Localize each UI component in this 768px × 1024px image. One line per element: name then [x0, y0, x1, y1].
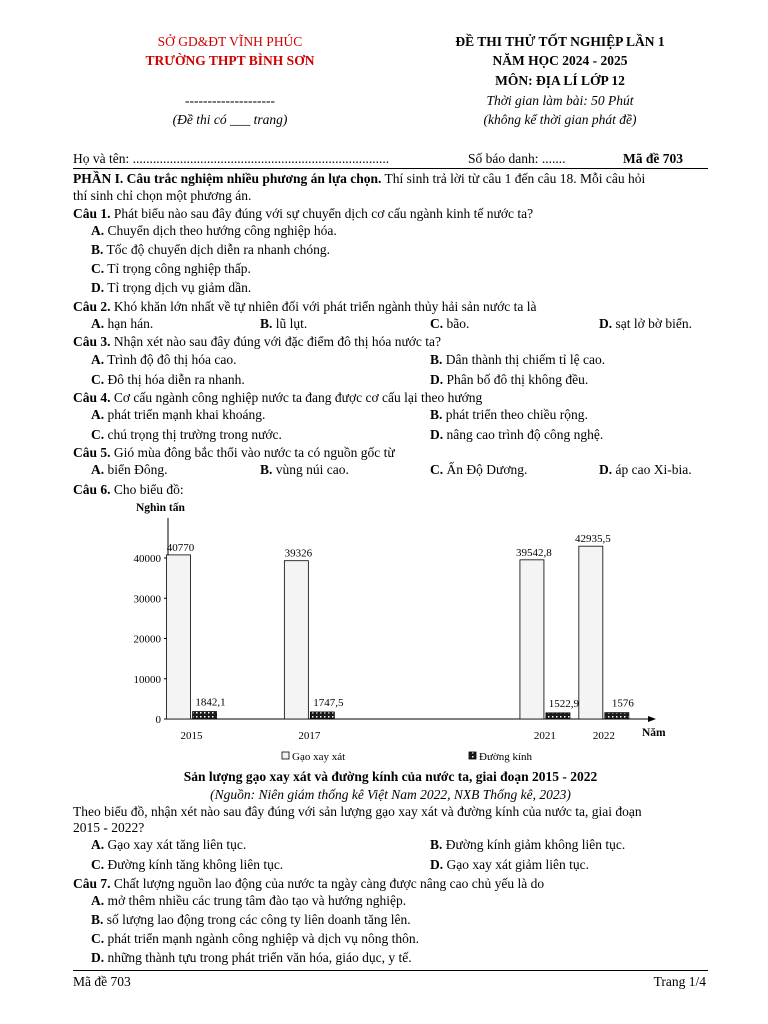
- question-7: [73, 876, 708, 892]
- school-name: TRƯỜNG THPT BÌNH SƠN: [145, 53, 315, 68]
- q5-option-b[interactable]: B. vùng núi cao.: [260, 462, 349, 477]
- pages-note: (Đề thi có ___ trang): [172, 112, 288, 127]
- exam-title: ĐỀ THI THỬ TỐT NGHIỆP LẦN 1: [455, 34, 665, 49]
- q1-option-c[interactable]: C. Tỉ trọng công nghiệp thấp.: [91, 261, 251, 276]
- q2-option-d[interactable]: D. sạt lở bờ biển.: [599, 316, 693, 331]
- x-tick-label: 2017: [298, 730, 321, 742]
- question-text: Khó khăn lớn nhất về tự nhiên đối với phát triển ngành thủy hải sản nước ta là: [110, 299, 537, 314]
- chart-source: (Nguồn: Niên giám thống kê Việt Nam 2022, NXB Thống kê, 2023): [210, 787, 571, 802]
- header-divider: --------------------: [185, 93, 275, 108]
- question-number: Câu 2.: [73, 299, 111, 314]
- q4-option-b[interactable]: B. phát triển theo chiều rộng.: [430, 407, 588, 422]
- question-text: Nhận xét nào sau đây đúng với đặc điểm đô thị hóa nước ta?: [110, 334, 442, 349]
- question-number: Câu 4.: [73, 390, 111, 405]
- exam-time-note: (không kể thời gian phát đề): [483, 112, 637, 127]
- x-tick-label: 2021: [533, 730, 556, 742]
- q6-option-d[interactable]: D. Gạo xay xát giảm liên tục.: [430, 857, 589, 872]
- q7-option-a[interactable]: A. mở thêm nhiều các trung tâm đào tạo và hướng nghiệp.: [91, 893, 407, 908]
- q2-option-c[interactable]: C. bão.: [430, 316, 470, 331]
- y-tick-label: 10000: [133, 673, 161, 686]
- question-number: Câu 5.: [73, 445, 111, 460]
- bar-rice-2022: [579, 546, 603, 719]
- q3-option-c[interactable]: C. Đô thị hóa diễn ra nhanh.: [91, 372, 245, 387]
- student-id-field: Số báo danh: .......: [468, 151, 566, 166]
- question-number: Câu 3.: [73, 334, 111, 349]
- legend-label-rice: Gạo xay xát: [292, 751, 346, 763]
- part1-instr-1: Thí sinh trả lời từ câu 1 đến câu 18. Mỗi câu hỏi: [381, 171, 646, 186]
- subject: MÔN: ĐỊA LÍ LỚP 12: [495, 73, 625, 88]
- data-label-sugar: 1576: [611, 697, 634, 710]
- question-number: Câu 7.: [73, 876, 111, 891]
- data-label-sugar: 1747,5: [313, 696, 344, 709]
- question-text: Phát biểu nào sau đây đúng với sự chuyển dịch cơ cấu ngành kinh tế nước ta?: [110, 206, 534, 221]
- q5-option-c[interactable]: C. Ấn Độ Dương.: [430, 462, 528, 477]
- legend-label-sugar: Đường kính: [479, 751, 533, 763]
- student-name-field: Họ và tên: ............................................................................: [73, 151, 390, 166]
- department-name: SỞ GD&ĐT VĨNH PHÚC: [157, 34, 303, 49]
- bar-rice-2021: [520, 560, 544, 719]
- part1-title: PHẦN I. Câu trắc nghiệm nhiều phương án lựa chọn.: [73, 171, 382, 186]
- q7-option-c[interactable]: C. phát triển mạnh ngành công nghiệp và dịch vụ nông thôn.: [91, 931, 420, 946]
- bar-rice-2015: [167, 555, 191, 719]
- q1-option-a[interactable]: A. Chuyển dịch theo hướng công nghiệp hóa.: [91, 223, 337, 238]
- x-tick-label: 2022: [592, 730, 615, 742]
- q7-option-b[interactable]: B. số lượng lao động trong các công ty liên doanh tăng lên.: [91, 912, 411, 927]
- q3-option-d[interactable]: D. Phân bố đô thị không đều.: [430, 372, 589, 387]
- exam-code: Mã đề 703: [623, 151, 683, 166]
- exam-time: Thời gian làm bài: 50 Phút: [486, 93, 634, 108]
- footer-exam-code: Mã đề 703: [73, 974, 131, 989]
- q4-option-c[interactable]: C. chú trọng thị trường trong nước.: [91, 427, 282, 442]
- bar-rice-2017: [284, 561, 308, 719]
- question-number: Câu 1.: [73, 206, 111, 221]
- question-text: Cho biểu đồ:: [110, 482, 184, 497]
- data-label-rice: 40770: [166, 541, 195, 554]
- q2-option-b[interactable]: B. lũ lụt.: [260, 316, 308, 331]
- q6-prompt-1: Theo biểu đồ, nhận xét nào sau đây đúng với sản lượng gạo xay xát và đường kính của nước ta, giai đoạn: [73, 804, 642, 819]
- data-label-rice: 39542,8: [516, 546, 552, 559]
- q6-prompt-2: 2015 - 2022?: [73, 820, 145, 835]
- x-tick-label: 2015: [180, 730, 203, 742]
- part1-instr-2: thí sinh chỉ chọn một phương án.: [73, 188, 252, 203]
- legend-swatch-sugar: [469, 752, 476, 759]
- x-axis-arrow: [648, 716, 656, 722]
- bar-sugar-2015: [193, 712, 217, 719]
- bar-sugar-2022: [605, 713, 629, 719]
- y-tick-label: 20000: [133, 633, 161, 646]
- q6-option-a[interactable]: A. Gạo xay xát tăng liên tục.: [91, 837, 247, 852]
- footer-page-number: Trang 1/4: [653, 974, 706, 989]
- data-label-rice: 42935,5: [574, 533, 611, 546]
- chart-caption: Sản lượng gạo xay xát và đường kính của nước ta, giai đoạn 2015 - 2022: [183, 769, 598, 784]
- school-year: NĂM HỌC 2024 - 2025: [492, 53, 628, 68]
- q5-option-a[interactable]: A. biển Đông.: [91, 462, 168, 477]
- q7-option-d[interactable]: D. những thành tựu trong phát triển văn hóa, giáo dục, y tế.: [91, 950, 412, 965]
- q4-option-a[interactable]: A. phát triển mạnh khai khoáng.: [91, 407, 266, 422]
- bar-sugar-2021: [546, 713, 570, 719]
- q1-option-d[interactable]: D. Tỉ trọng dịch vụ giảm dần.: [91, 280, 252, 295]
- data-label-sugar: 1522,9: [548, 697, 580, 710]
- q3-option-b[interactable]: B. Dân thành thị chiếm tỉ lệ cao.: [430, 352, 606, 367]
- question-text: Chất lượng nguồn lao động của nước ta ngày càng được nâng cao chủ yếu là do: [110, 876, 545, 891]
- data-label-sugar: 1842,1: [195, 696, 226, 709]
- data-label-rice: 39326: [284, 547, 313, 560]
- question-text: Gió mùa đông bắc thổi vào nước ta có nguồn gốc từ: [110, 445, 395, 460]
- q2-option-a[interactable]: A. hạn hán.: [91, 316, 154, 331]
- bar-sugar-2017: [310, 712, 334, 719]
- q6-option-c[interactable]: C. Đường kính tăng không liên tục.: [91, 857, 284, 872]
- question-text: Cơ cấu ngành công nghiệp nước ta đang được cơ cấu lại theo hướng: [110, 390, 483, 405]
- q4-option-d[interactable]: D. nâng cao trình độ công nghệ.: [430, 427, 604, 442]
- q5-option-d[interactable]: D. áp cao Xi-bia.: [599, 462, 692, 477]
- y-tick-label: 0: [155, 714, 161, 726]
- question-number: Câu 6.: [73, 482, 111, 497]
- y-axis-label: Nghìn tấn: [136, 502, 185, 514]
- q6-option-b[interactable]: B. Đường kính giảm không liên tục.: [430, 837, 626, 852]
- y-tick-label: 40000: [133, 553, 161, 565]
- q3-option-a[interactable]: A. Trình độ đô thị hóa cao.: [91, 352, 237, 367]
- q1-option-b[interactable]: B. Tốc độ chuyển dịch diễn ra nhanh chóng.: [91, 242, 330, 257]
- x-axis-label: Năm: [642, 727, 666, 739]
- legend-swatch-rice: [282, 752, 289, 759]
- footer-rule: [73, 970, 708, 971]
- y-tick-label: 30000: [133, 593, 161, 606]
